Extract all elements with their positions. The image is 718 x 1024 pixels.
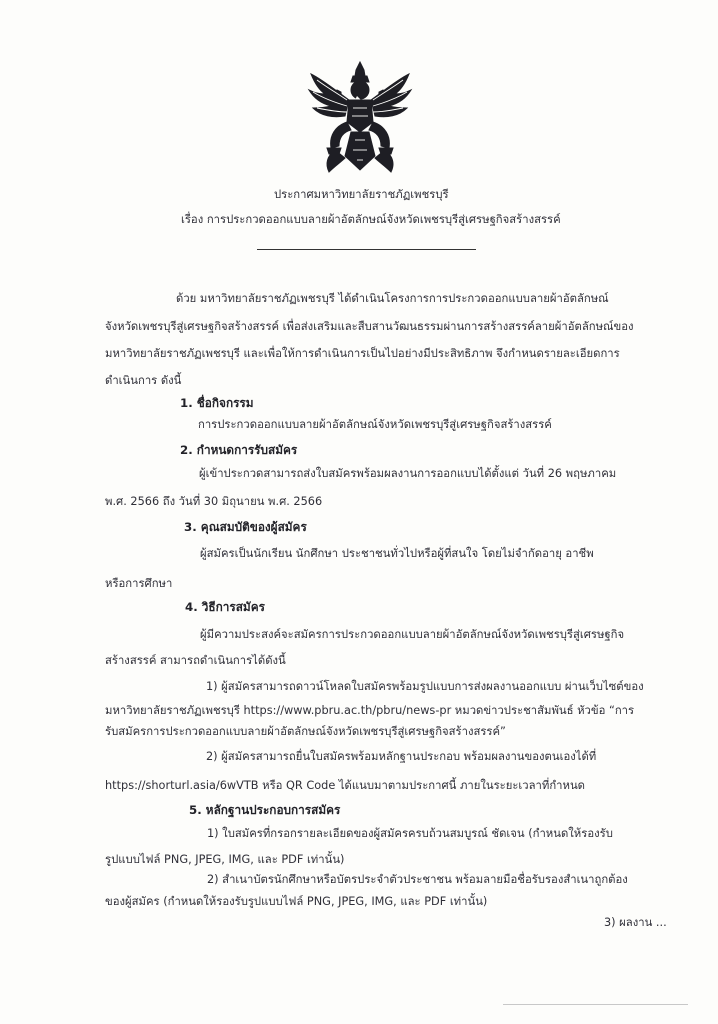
- section-5-line-3: 2) สำเนาบัตรนักศึกษาหรือบัตรประจำตัวประชาชน พร้อมลายมือชื่อรับรองสำเนาถูกต้อง: [207, 873, 628, 886]
- section-2-line-1: ผู้เข้าประกวดสามารถส่งใบสมัครพร้อมผลงานการออกแบบได้ตั้งแต่ วันที่ 26 พฤษภาคม: [199, 467, 617, 480]
- section-3-line-2: หรือการศึกษา: [105, 577, 173, 590]
- title-divider: [257, 249, 476, 250]
- section-4-line-2: สร้างสรรค์ สามารถดำเนินการได้ดังนี้: [105, 654, 286, 667]
- section-1-line-1: การประกวดออกแบบลายผ้าอัตลักษณ์จังหวัดเพชรบุรีสู่เศรษฐกิจสร้างสรรค์: [198, 418, 552, 431]
- announcement-title: ประกาศมหาวิทยาลัยราชภัฏเพชรบุรี: [274, 188, 449, 201]
- section-4-line-7: https://shorturl.asia/6wVTB หรือ QR Code ได้แนบมาตามประกาศนี้ ภายในระยะเวลาที่กำหนด: [105, 779, 586, 792]
- section-5-line-1: 1) ใบสมัครที่กรอกรายละเอียดของผู้สมัครครบถ้วนสมบูรณ์ ชัดเจน (กำหนดให้รองรับ: [207, 827, 613, 840]
- garuda-emblem-icon: [305, 60, 415, 176]
- section-4-line-1: ผู้มีความประสงค์จะสมัครการประกวดออกแบบลายผ้าอัตลักษณ์จังหวัดเพชรบุรีสู่เศรษฐกิจ: [200, 628, 625, 641]
- section-4-line-6: 2) ผู้สมัครสามารถยื่นใบสมัครพร้อมหลักฐานประกอบ พร้อมผลงานของตนเองได้ที่: [206, 750, 597, 763]
- section-4-line-5: รับสมัครการประกวดออกแบบลายผ้าอัตลักษณ์จังหวัดเพชรบุรีสู่เศรษฐกิจสร้างสรรค์”: [105, 725, 506, 738]
- section-4-line-3: 1) ผู้สมัครสามารถดาวน์โหลดใบสมัครพร้อมรูปแบบการส่งผลงานออกแบบ ผ่านเว็บไซต์ของ: [206, 680, 644, 693]
- subject-line: เรื่อง การประกวดออกแบบลายผ้าอัตลักษณ์จังหวัดเพชรบุรีสู่เศรษฐกิจสร้างสรรค์: [181, 213, 561, 226]
- continuation-marker: 3) ผลงาน ...: [604, 916, 667, 929]
- section-5-line-4: ของผู้สมัคร (กำหนดให้รองรับรูปแบบไฟล์ PNG, JPEG, IMG, และ PDF เท่านั้น): [105, 895, 488, 908]
- section-2-heading: 2. กำหนดการรับสมัคร: [180, 443, 298, 457]
- section-4-heading: 4. วิธีการสมัคร: [185, 600, 265, 614]
- section-3-line-1: ผู้สมัครเป็นนักเรียน นักศึกษา ประชาชนทั่วไปหรือผู้ที่สนใจ โดยไม่จำกัดอายุ อาชีพ: [200, 547, 594, 560]
- section-4-line-4: มหาวิทยาลัยราชภัฏเพชรบุรี https://www.pbru.ac.th/pbru/news-pr หมวดข่าวประชาสัมพันธ์ หัวข้อ “การ: [105, 704, 635, 717]
- section-3-heading: 3. คุณสมบัติของผู้สมัคร: [184, 520, 307, 534]
- section-2-line-2: พ.ศ. 2566 ถึง วันที่ 30 มิถุนายน พ.ศ. 2566: [105, 495, 323, 508]
- intro-line-1: ด้วย มหาวิทยาลัยราชภัฏเพชรบุรี ได้ดำเนินโครงการการประกวดออกแบบลายผ้าอัตลักษณ์: [176, 292, 609, 305]
- intro-line-2: จังหวัดเพชรบุรีสู่เศรษฐกิจสร้างสรรค์ เพื่อส่งเสริมและสืบสานวัฒนธรรมผ่านการสร้างสรรค์ลายผ้าอัตลักษณ์ของ: [105, 320, 634, 333]
- footer-divider: [503, 1004, 688, 1005]
- intro-line-4: ดำเนินการ ดังนี้: [105, 374, 182, 387]
- intro-line-3: มหาวิทยาลัยราชภัฏเพชรบุรี และเพื่อให้การดำเนินการเป็นไปอย่างมีประสิทธิภาพ จึงกำหนดรายละเอียดการ: [105, 347, 620, 360]
- section-5-line-2: รูปแบบไฟล์ PNG, JPEG, IMG, และ PDF เท่านั้น): [105, 853, 345, 866]
- section-5-heading: 5. หลักฐานประกอบการสมัคร: [189, 803, 341, 817]
- section-1-heading: 1. ชื่อกิจกรรม: [180, 396, 254, 410]
